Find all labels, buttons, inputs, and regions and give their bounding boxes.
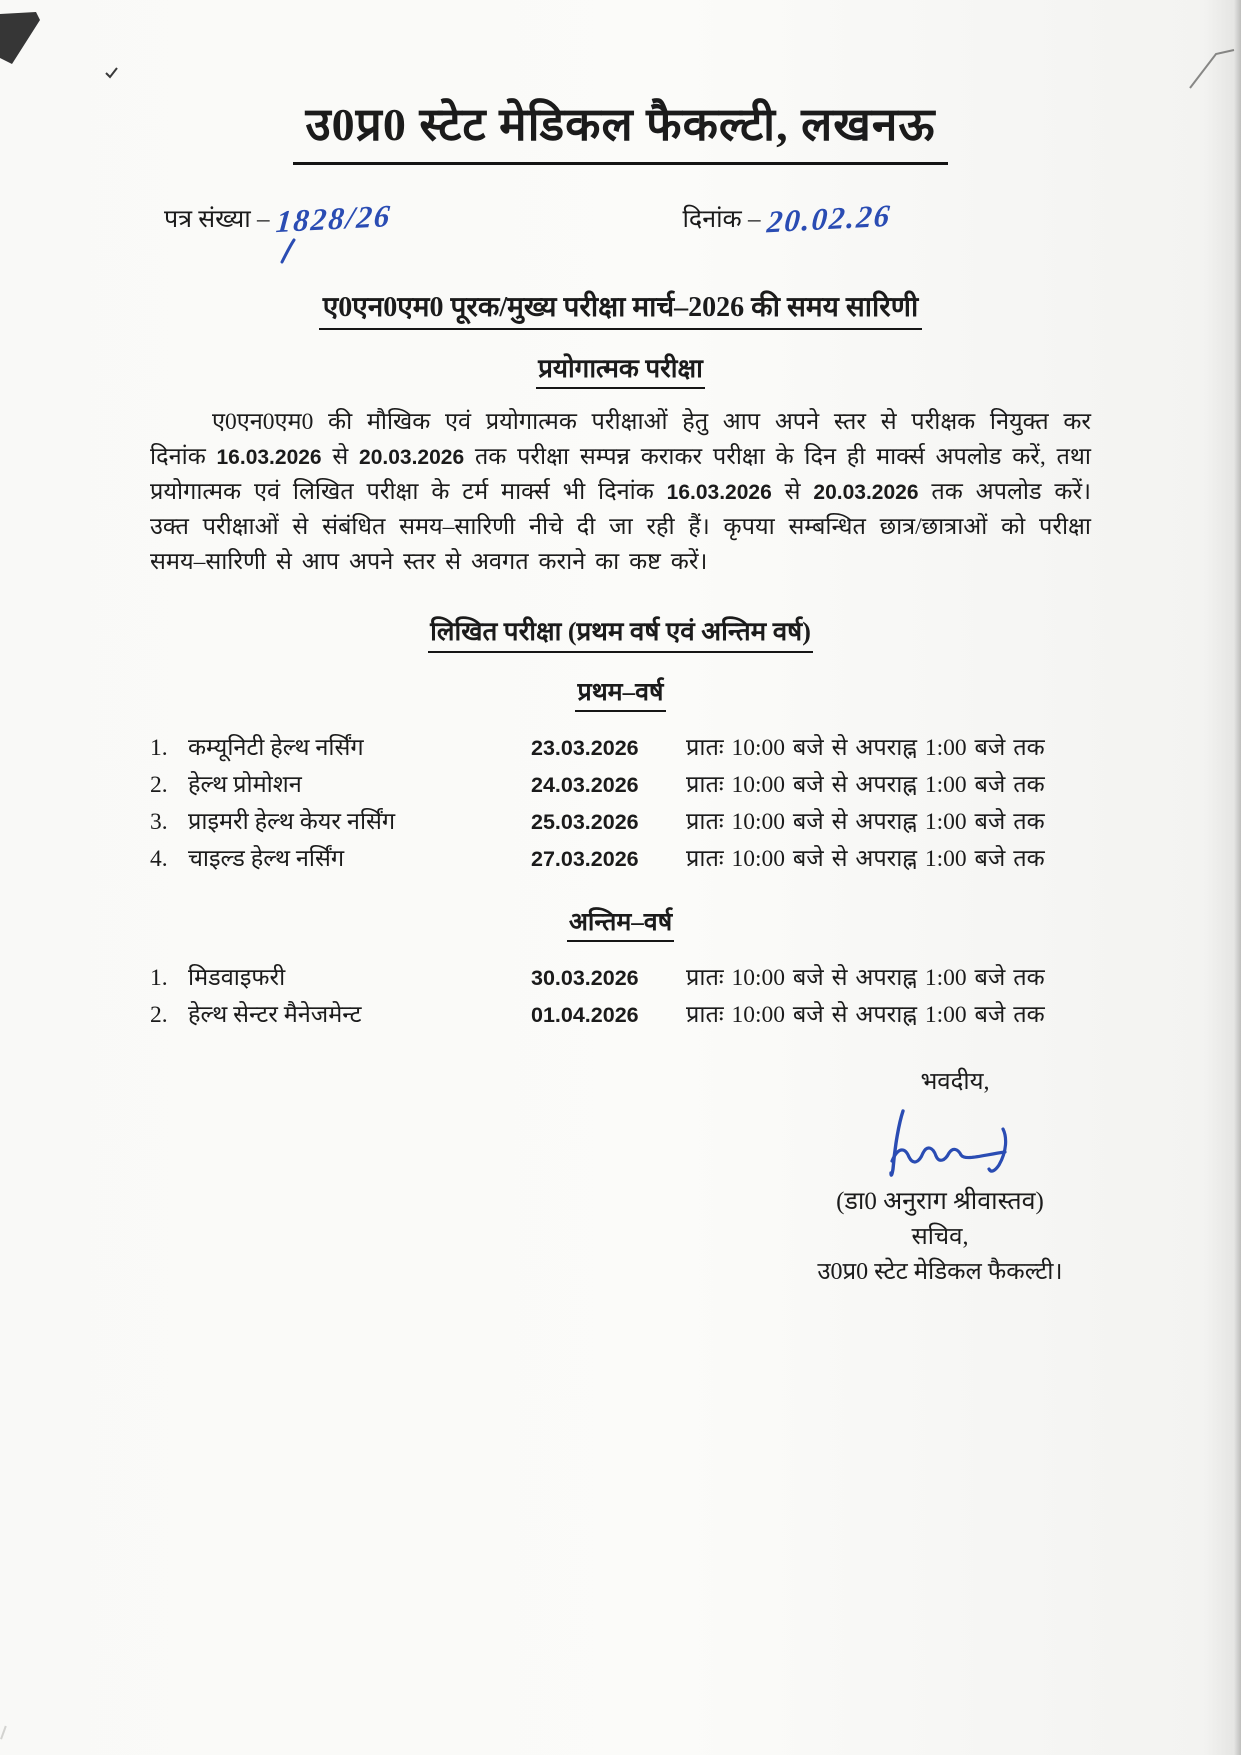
- closing-block: [730, 1064, 1150, 1287]
- table-row: [150, 841, 1091, 878]
- row-date: 01.04.2026: [531, 1003, 639, 1027]
- table-row: [150, 997, 1091, 1034]
- signatory-name: (डा0 अनुराग श्रीवास्तव): [836, 1188, 1044, 1215]
- practical-exam-heading: [150, 349, 1091, 385]
- letter-date-label: दिनांक –: [682, 206, 761, 233]
- main-heading-text: ए0एन0एम0 पूरक/मुख्य परीक्षा मार्च–2026 की समय सारिणी: [319, 292, 923, 330]
- row-serial: 2.: [150, 1002, 168, 1028]
- signature-ink-icon: [865, 1103, 1055, 1183]
- scan-artifact-top-right: [1186, 48, 1238, 92]
- final-year-schedule-table: [150, 960, 1091, 1034]
- row-subject: हेल्थ प्रोमोशन: [188, 772, 302, 798]
- row-date: 27.03.2026: [531, 847, 639, 871]
- body-paragraph: ए0एन0एम0 की मौखिक एवं प्रयोगात्मक परीक्षाओं हेतु आप अपने स्तर से परीक्षक नियुक्त कर दिनांक 16.03.2026 से 20.03.2026 तक परीक्षा सम्पन्न कराकर परीक्षा के दिन ही मार्क्स अपलोड करें, तथा प्रयोगात्मक एवं लिखित परीक्षा के टर्म मार्क्स भी दिनांक 16.03.2026 से 20.03.2026 तक अपलोड करें। उक्त परीक्षाओं से संबंधित समय–सारिणी नीचे दी जा रही हैं। कृपया सम्बन्धित छात्र/छात्राओं को परीक्षा समय–सारिणी से आप अपने स्तर से अवगत कराने का कष्ट करें।: [150, 409, 1091, 575]
- table-row: [150, 767, 1091, 804]
- signature: [770, 1103, 1150, 1183]
- row-serial: 3.: [150, 809, 168, 835]
- row-subject: मिडवाइफरी: [188, 965, 286, 991]
- written-exam-heading-text: लिखित परीक्षा (प्रथम वर्ष एवं अन्तिम वर्ष): [428, 617, 813, 653]
- scan-artifact-check-mark: [104, 66, 120, 80]
- written-exam-heading: [150, 612, 1091, 648]
- row-time: प्रातः 10:00 बजे से अपराह्न 1:00 बजे तक: [686, 772, 1045, 798]
- main-heading: [150, 287, 1091, 325]
- row-time: प्रातः 10:00 बजे से अपराह्न 1:00 बजे तक: [686, 1002, 1045, 1028]
- row-serial: 1.: [150, 965, 168, 991]
- scan-artifact-bottom-left: [0, 1726, 20, 1745]
- row-subject: प्राइमरी हेल्थ केयर नर्सिंग: [188, 809, 396, 835]
- letterhead-title-text: उ0प्र0 स्टेट मेडिकल फैकल्टी, लखनऊ: [293, 92, 947, 165]
- table-row: [150, 960, 1091, 997]
- first-year-schedule-table: [150, 730, 1091, 878]
- first-year-heading: [150, 674, 1091, 708]
- row-time: प्रातः 10:00 बजे से अपराह्न 1:00 बजे तक: [686, 735, 1045, 761]
- letter-number-label: पत्र संख्या –: [164, 206, 270, 233]
- first-year-heading-text: प्रथम–वर्ष: [575, 679, 665, 712]
- scan-edge-shadow: [1234, 0, 1241, 1755]
- letter-number-value-handwritten: 1828/26: [274, 197, 393, 240]
- practical-exam-heading-text: प्रयोगात्मक परीक्षा: [536, 354, 705, 389]
- row-date: 24.03.2026: [531, 773, 639, 797]
- letter-date-value-handwritten: 20.02.26: [765, 197, 893, 240]
- table-row: [150, 804, 1091, 841]
- final-year-heading: [150, 904, 1091, 938]
- signatory-designation: सचिव,: [911, 1224, 969, 1250]
- scan-artifact-top-left: [0, 10, 50, 68]
- letter-number: [164, 197, 393, 240]
- signatory-organization: उ0प्र0 स्टेट मेडिकल फैकल्टी।: [817, 1259, 1063, 1285]
- row-date: 23.03.2026: [531, 736, 639, 760]
- row-date: 25.03.2026: [531, 810, 639, 834]
- final-year-heading-text: अन्तिम–वर्ष: [567, 909, 674, 942]
- row-serial: 4.: [150, 846, 168, 872]
- row-subject: कम्यूनिटी हेल्थ नर्सिंग: [188, 735, 364, 761]
- meta-row: [150, 197, 1091, 240]
- row-subject: हेल्थ सेन्टर मैनेजमेन्ट: [188, 1002, 362, 1028]
- row-time: प्रातः 10:00 बजे से अपराह्न 1:00 बजे तक: [686, 809, 1045, 835]
- table-row: [150, 730, 1091, 767]
- row-date: 30.03.2026: [531, 966, 639, 990]
- row-time: प्रातः 10:00 बजे से अपराह्न 1:00 बजे तक: [686, 965, 1045, 991]
- closing-regards: भवदीय,: [920, 1069, 990, 1095]
- row-time: प्रातः 10:00 बजे से अपराह्न 1:00 बजे तक: [686, 846, 1045, 872]
- row-serial: 1.: [150, 735, 168, 761]
- letterhead-title: [150, 92, 1091, 165]
- letter-date: [682, 197, 893, 240]
- scan-artifact-pen-stroke: [278, 238, 300, 264]
- row-serial: 2.: [150, 772, 168, 798]
- row-subject: चाइल्ड हेल्थ नर्सिंग: [188, 846, 345, 872]
